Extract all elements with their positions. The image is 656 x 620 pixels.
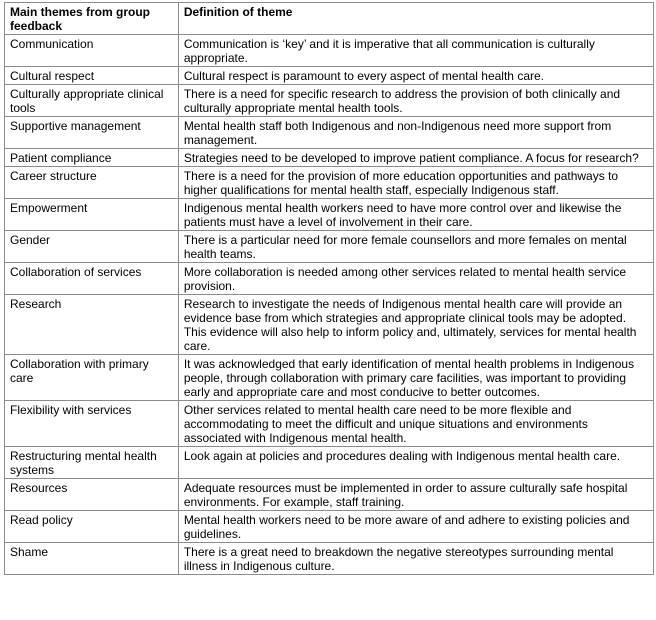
definition-cell: Cultural respect is paramount to every aspect of mental health care. <box>178 67 653 85</box>
table-row <box>5 199 654 231</box>
definition-cell: Mental health staff both Indigenous and non-Indigenous need more support from management. <box>178 117 653 149</box>
definition-cell: Research to investigate the needs of Indigenous mental health care will provide an evidence base from which strategies and appropriate clinical tools may be adopted. This evidence will also help to inform policy and, ultimately, services for mental health care. <box>178 295 653 355</box>
theme-cell: Collaboration of services <box>5 263 179 295</box>
definition-cell: It was acknowledged that early identification of mental health problems in Indigenous people, through collaboration with primary care facilities, was important to providing early and appropriate care and most conducive to better outcomes. <box>178 355 653 401</box>
theme-cell: Restructuring mental health systems <box>5 447 179 479</box>
theme-cell: Resources <box>5 479 179 511</box>
definition-cell: There is a great need to breakdown the negative stereotypes surrounding mental illness in Indigenous culture. <box>178 543 653 575</box>
table-row <box>5 67 654 85</box>
themes-table <box>4 2 654 575</box>
theme-cell: Supportive management <box>5 117 179 149</box>
definition-cell: Strategies need to be developed to improve patient compliance. A focus for research? <box>178 149 653 167</box>
definition-cell: Communication is ‘key’ and it is imperative that all communication is culturally appropriate. <box>178 35 653 67</box>
theme-cell: Career structure <box>5 167 179 199</box>
definition-cell: Other services related to mental health care need to be more flexible and accommodating to meet the difficult and unique situations and environments associated with Indigenous mental health. <box>178 401 653 447</box>
table-row <box>5 479 654 511</box>
theme-cell: Read policy <box>5 511 179 543</box>
table-row <box>5 543 654 575</box>
definition-cell: There is a need for specific research to address the provision of both clinically and culturally appropriate mental health tools. <box>178 85 653 117</box>
table-row <box>5 117 654 149</box>
theme-cell: Culturally appropriate clinical tools <box>5 85 179 117</box>
table-row <box>5 295 654 355</box>
table-row <box>5 401 654 447</box>
definition-cell: Look again at policies and procedures dealing with Indigenous mental health care. <box>178 447 653 479</box>
theme-cell: Cultural respect <box>5 67 179 85</box>
definition-cell: There is a need for the provision of more education opportunities and pathways to higher qualifications for mental health staff, especially Indigenous staff. <box>178 167 653 199</box>
theme-cell: Shame <box>5 543 179 575</box>
table-row <box>5 263 654 295</box>
header-definition: Definition of theme <box>178 3 653 35</box>
table-row <box>5 85 654 117</box>
table-row <box>5 167 654 199</box>
theme-cell: Collaboration with primary care <box>5 355 179 401</box>
table-row <box>5 355 654 401</box>
header-row <box>5 3 654 35</box>
definition-cell: Indigenous mental health workers need to have more control over and likewise the patients must have a level of involvement in their care. <box>178 199 653 231</box>
theme-cell: Research <box>5 295 179 355</box>
table-row <box>5 231 654 263</box>
theme-cell: Empowerment <box>5 199 179 231</box>
definition-cell: Mental health workers need to be more aware of and adhere to existing policies and guidelines. <box>178 511 653 543</box>
table-row <box>5 149 654 167</box>
theme-cell: Gender <box>5 231 179 263</box>
table-row <box>5 511 654 543</box>
theme-cell: Communication <box>5 35 179 67</box>
table-row <box>5 447 654 479</box>
header-themes: Main themes from group feedback <box>5 3 179 35</box>
definition-cell: Adequate resources must be implemented in order to assure culturally safe hospital environments. For example, staff training. <box>178 479 653 511</box>
theme-cell: Flexibility with services <box>5 401 179 447</box>
theme-cell: Patient compliance <box>5 149 179 167</box>
definition-cell: More collaboration is needed among other services related to mental health service provision. <box>178 263 653 295</box>
table-row <box>5 35 654 67</box>
definition-cell: There is a particular need for more female counsellors and more females on mental health teams. <box>178 231 653 263</box>
